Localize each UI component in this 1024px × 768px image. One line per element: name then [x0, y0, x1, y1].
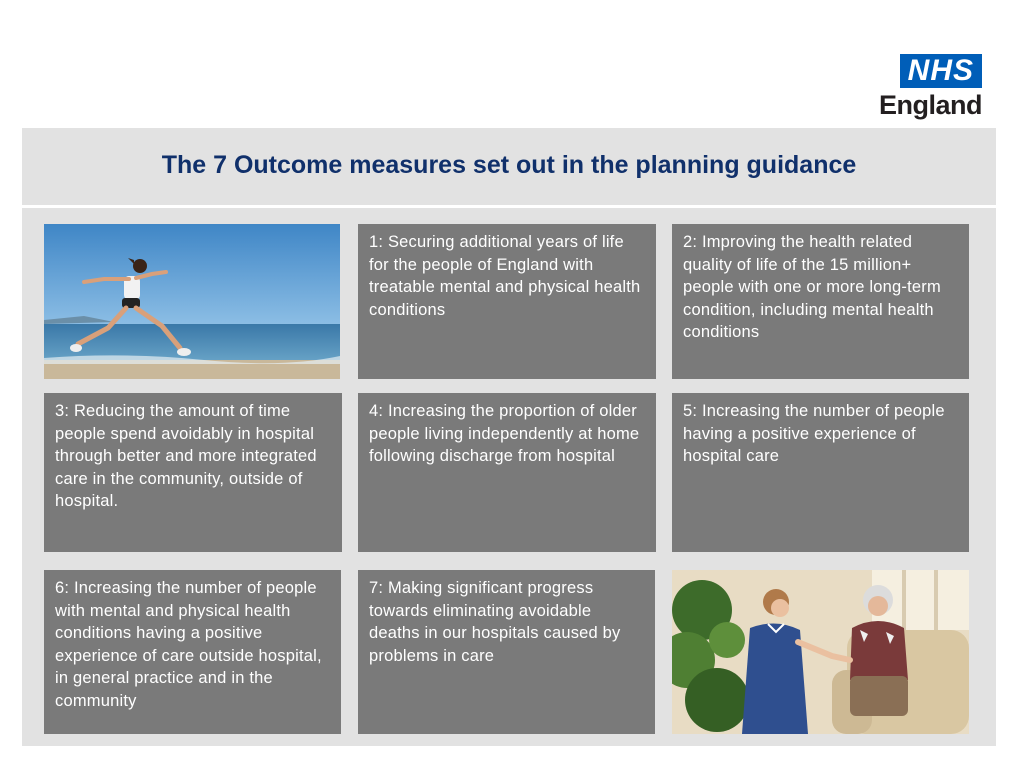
title-band — [22, 128, 996, 205]
outcome-measure-7: 7: Making significant progress towards eliminating avoidable deaths in our hospitals caused by problems in care — [358, 570, 655, 734]
outcome-measure-3: 3: Reducing the amount of time people spend avoidably in hospital through better and more integrated care in the community, outside of hospital. — [44, 393, 342, 552]
runner-beach-photo — [44, 224, 340, 379]
outcome-measure-4: 4: Increasing the proportion of older people living independently at home following discharge from hospital — [358, 393, 656, 552]
outcome-measure-5: 5: Increasing the number of people having a positive experience of hospital care — [672, 393, 969, 552]
logo-region-text: England — [879, 90, 982, 120]
page-title: The 7 Outcome measures set out in the planning guidance — [161, 151, 857, 179]
outcome-measure-2: 2: Improving the health related quality of life of the 15 million+ people with one or more long-term condition, including mental health conditions — [672, 224, 969, 379]
outcome-measure-1: 1: Securing additional years of life for the people of England with treatable mental and physical health conditions — [358, 224, 656, 379]
nurse-patient-photo — [672, 570, 969, 734]
nhs-logo-mark: NHS — [900, 54, 982, 88]
outcome-measure-6: 6: Increasing the number of people with mental and physical health conditions having a positive experience of care outside hospital, in general practice and in the community — [44, 570, 341, 734]
nhs-england-logo — [868, 54, 982, 120]
